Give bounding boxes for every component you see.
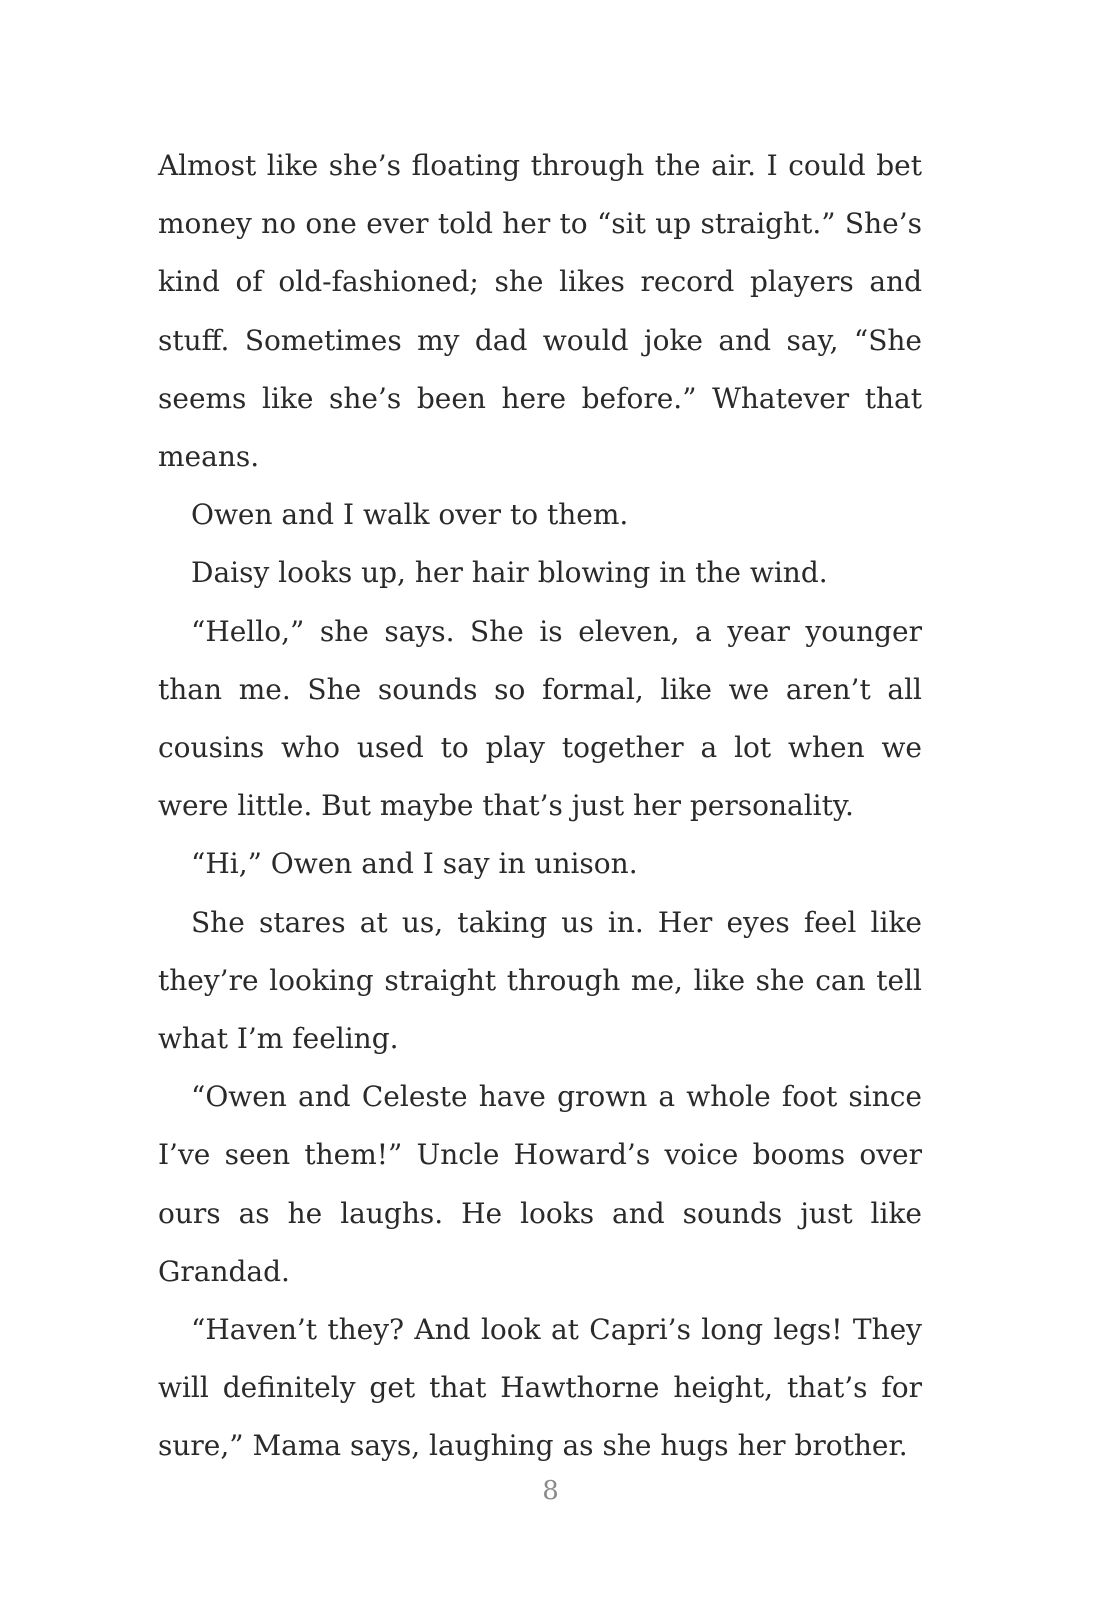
page-number: 8 xyxy=(542,1476,559,1506)
paragraph: “Owen and Celeste have grown a whole foot since I’ve seen them!” Uncle Howard’s voice booms over ours as he laughs. He looks and sounds just like Grandad. xyxy=(158,1080,922,1288)
paragraph: She stares at us, taking us in. Her eyes feel like they’re looking straight through me, like she can tell what I’m feeling. xyxy=(158,905,922,1056)
paragraph: Daisy looks up, her hair blowing in the wind. xyxy=(191,556,828,590)
body-text xyxy=(158,137,922,1476)
paragraph: Owen and I walk over to them. xyxy=(191,498,629,532)
paragraph: “Hi,” Owen and I say in unison. xyxy=(191,847,638,881)
paragraph-continuation: Almost like she’s floating through the air. I could bet money no one ever told her to “sit up straight.” She’s kind of old-fashioned; she likes record players and stuff. Sometimes my dad would joke and say, “She seems like she’s been here before.” Whatever that means. xyxy=(158,149,922,474)
paragraph: “Hello,” she says. She is eleven, a year younger than me. She sounds so formal, like we aren’t all cousins who used to play together a lot when we were little. But maybe that’s just her personality. xyxy=(158,614,922,823)
paragraph: “Haven’t they? And look at Capri’s long legs! They will definitely get that Hawthorne height, that’s for sure,” Mama says, laughing as she hugs her brother. xyxy=(158,1313,922,1463)
